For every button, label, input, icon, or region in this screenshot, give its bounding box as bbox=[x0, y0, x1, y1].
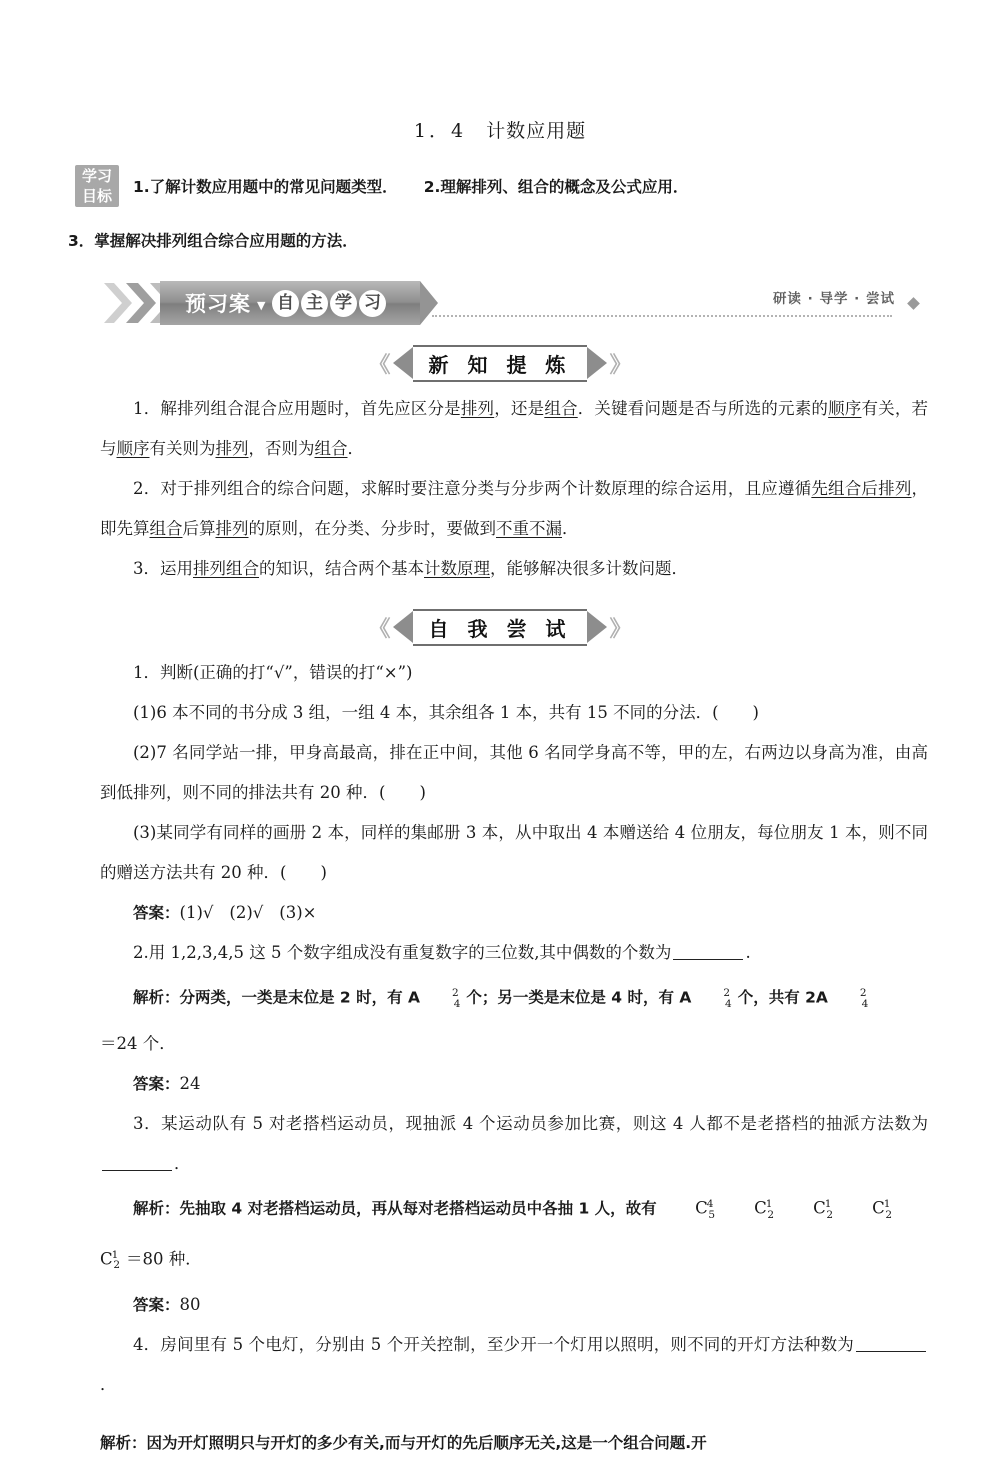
learning-goal-item-1: 1.了解计数应用题中的常见问题类型． bbox=[133, 178, 398, 196]
banner-dotted-rule bbox=[432, 315, 892, 317]
text-run-underline: 计数原理 bbox=[424, 559, 490, 578]
text-run: ． bbox=[100, 1375, 117, 1395]
text-run-underline: 排列 bbox=[460, 399, 495, 418]
knowledge-item-3 bbox=[100, 549, 928, 589]
text-run: 解排列组合混合应用题时，首先应区分是 bbox=[160, 399, 461, 418]
question-2-answer bbox=[100, 1064, 928, 1104]
text-run: ) bbox=[419, 783, 426, 802]
banner-pill-word bbox=[272, 290, 388, 317]
text-run: ． bbox=[562, 519, 579, 538]
text-run: ． bbox=[174, 1153, 191, 1173]
page-title bbox=[0, 116, 1000, 143]
question-3-stem bbox=[100, 1104, 928, 1184]
text-run-underline: 不重不漏 bbox=[496, 519, 562, 538]
text-run: 个；另一类是末位是 4 时，有 A bbox=[466, 988, 692, 1007]
text-run-underline: 组合 bbox=[149, 519, 183, 538]
banner-label-main: 预习案 bbox=[185, 292, 251, 316]
combination-notation: $C^1_2$ bbox=[872, 1197, 893, 1221]
arrow-left-icon bbox=[393, 611, 413, 643]
title-number: 1．4 bbox=[413, 120, 467, 142]
permutation-notation: $^2_4$ bbox=[859, 987, 869, 1010]
question-1-item-1 bbox=[100, 693, 928, 733]
text-run-underline: 排列 bbox=[215, 519, 249, 538]
permutation-notation: $^2_4$ bbox=[723, 987, 732, 1010]
text-run: 有关，若与 bbox=[100, 399, 929, 458]
text-run: ) bbox=[752, 703, 759, 722]
text-run-underline: 排列组合 bbox=[193, 559, 259, 578]
text-run-underline: 组合 bbox=[544, 399, 578, 418]
badge-line-1: 学习 bbox=[81, 167, 112, 185]
solution-label: 解析： bbox=[133, 988, 180, 1007]
question-1-item-2 bbox=[100, 733, 928, 813]
text-run: ，即先算 bbox=[100, 479, 929, 538]
text-run: 先抽取 4 对老搭档运动员，再从每对老搭档运动员中各抽 1 人，故有 bbox=[179, 1199, 663, 1218]
question-1-item-3 bbox=[100, 813, 928, 893]
banner-label bbox=[185, 281, 388, 325]
subsection-title: 自 我 尝 试 bbox=[413, 609, 588, 646]
subsection-header-self-test bbox=[0, 607, 1000, 647]
triangle-icon: ▼ bbox=[257, 298, 267, 312]
text-run: 有关则为 bbox=[149, 439, 216, 458]
text-run: (2)7 名同学站一排，甲身高最高，排在正中间，其他 6 名同学身高不等，甲的左，右两边以身高为准，由高到低排列，则不同的排法共有 20 种．( bbox=[100, 743, 928, 802]
solution-label: 解析： bbox=[100, 1434, 147, 1453]
new-knowledge-body bbox=[100, 389, 928, 589]
chevron-right-icon: 》 bbox=[609, 615, 632, 642]
banner-pill: 自 bbox=[272, 290, 299, 317]
answer-blank bbox=[102, 1170, 172, 1171]
permutation-notation: $^2_4$ bbox=[452, 987, 461, 1010]
chevron-left-icon: 《 bbox=[368, 351, 391, 378]
arrow-right-icon bbox=[587, 611, 607, 643]
answer-value: (1)√ bbox=[179, 903, 214, 922]
text-run: 因为开灯照明只与开灯的多少有关,而与开灯的先后顺序无关,这是一个组合问题.开 bbox=[146, 1434, 707, 1453]
answer-label: 答案： bbox=[133, 904, 180, 922]
question-4-solution bbox=[100, 1423, 928, 1463]
banner-pill: 学 bbox=[330, 290, 357, 317]
item-lead: 3． bbox=[133, 559, 160, 578]
question-1-stem: 1．判断(正确的打“√”，错误的打“×”) bbox=[133, 663, 413, 682]
answer-label: 答案： bbox=[133, 1074, 180, 1093]
title-text: 计数应用题 bbox=[486, 120, 587, 142]
text-run: ＝80 种． bbox=[126, 1249, 202, 1269]
arrow-right-icon bbox=[587, 347, 607, 379]
question-2-stem bbox=[100, 933, 928, 973]
subsection-title: 新 知 提 炼 bbox=[413, 345, 588, 382]
chevron-left-icon: 《 bbox=[368, 615, 391, 642]
text-run-underline: 顺序 bbox=[828, 399, 862, 418]
knowledge-item-2 bbox=[100, 469, 928, 549]
combination-notation: $C^1_2$ bbox=[754, 1197, 775, 1221]
section-banner bbox=[0, 281, 1000, 325]
text-run: 运用 bbox=[160, 559, 193, 578]
badge-line-2: 目标 bbox=[81, 187, 112, 205]
item-lead: 1． bbox=[133, 399, 161, 418]
learning-goal-item-2: 2.理解排列、组合的概念及公式应用． bbox=[423, 178, 689, 196]
combination-notation: $C^1_2$ bbox=[813, 1197, 834, 1221]
learning-goal-row bbox=[75, 165, 935, 207]
text-run: 3．某运动队有 5 对老搭档运动员，现抽派 4 个运动员参加比赛，则这 4 人都不是老搭档的抽派方法数为 bbox=[133, 1113, 928, 1133]
text-run: (1)6 本不同的书分成 3 组，一组 4 本，其余组各 1 本，共有 15 不同的分法．( bbox=[133, 703, 719, 722]
answer-value: 80 bbox=[179, 1295, 201, 1315]
question-2-solution bbox=[100, 973, 928, 1024]
text-run-underline: 先组合后排列 bbox=[811, 479, 912, 498]
text-run: 后算 bbox=[182, 519, 216, 538]
text-run: . bbox=[745, 943, 751, 962]
text-run: ． bbox=[347, 439, 364, 458]
question-4-stem bbox=[100, 1325, 928, 1405]
combination-notation: $C^1_2$ bbox=[100, 1248, 120, 1272]
banner-pill: 主 bbox=[301, 290, 328, 317]
text-run: ，还是 bbox=[494, 399, 545, 418]
banner-pill: 习 bbox=[359, 290, 386, 317]
text-run: 2.用 1,2,3,4,5 这 5 个数字组成没有重复数字的三位数,其中偶数的个数为 bbox=[133, 943, 672, 962]
text-run-underline: 组合 bbox=[314, 439, 348, 458]
question-2-solution-cont: ＝24 个． bbox=[100, 1033, 176, 1053]
answer-blank bbox=[673, 959, 743, 960]
text-run: 的知识，结合两个基本 bbox=[259, 559, 424, 578]
text-run: ，否则为 bbox=[248, 439, 315, 458]
learning-goal-badge bbox=[75, 165, 119, 207]
text-run: 4．房间里有 5 个电灯，分别由 5 个开关控制，至少开一个灯用以照明，则不同的开灯方法种数为 bbox=[133, 1335, 854, 1355]
answer-blank bbox=[856, 1351, 926, 1352]
text-run: 分两类，一类是末位是 2 时，有 A bbox=[179, 988, 420, 1007]
question-1-answer bbox=[100, 893, 928, 933]
chevron-right-icon: 》 bbox=[609, 351, 632, 378]
answer-value: 24 bbox=[179, 1073, 201, 1093]
question-3-solution bbox=[100, 1184, 928, 1235]
question-3-answer bbox=[100, 1285, 928, 1325]
text-run: 对于排列组合的综合问题，求解时要注意分类与分步两个计数原理的综合运用，且应遵循 bbox=[160, 479, 812, 498]
item-lead: 2． bbox=[133, 479, 161, 498]
diamond-icon bbox=[907, 297, 920, 310]
answer-label: 答案： bbox=[133, 1296, 180, 1315]
text-run: (3)某同学有同样的画册 2 本，同样的集邮册 3 本，从中取出 4 本赠送给 4 位朋友，每位朋友 1 本，则不同的赠送方法共有 20 种．( bbox=[100, 823, 928, 882]
text-run-underline: 顺序 bbox=[116, 439, 150, 458]
answer-value: (2)√ bbox=[229, 903, 264, 922]
answer-value: (3)× bbox=[279, 903, 317, 922]
text-run: ) bbox=[320, 863, 327, 882]
text-run: 个，共有 2A bbox=[737, 988, 828, 1007]
banner-right-text: 研读 · 导学 · 尝试 bbox=[772, 291, 895, 307]
solution-label: 解析： bbox=[133, 1199, 180, 1218]
learning-goal-item-3: 3．掌握解决排列组合综合应用题的方法． bbox=[68, 232, 358, 250]
text-run-underline: 排列 bbox=[215, 439, 249, 458]
knowledge-item-1 bbox=[100, 389, 928, 469]
text-run: ，能够解决很多计数问题． bbox=[490, 559, 688, 578]
text-run: ．关键看问题是否与所选的元素的 bbox=[577, 399, 829, 418]
subsection-header-new-knowledge bbox=[0, 343, 1000, 383]
text-run: 的原则，在分类、分步时，要做到 bbox=[248, 519, 496, 538]
arrow-left-icon bbox=[393, 347, 413, 379]
self-test-body bbox=[100, 653, 928, 1463]
question-3-solution-cont bbox=[100, 1235, 928, 1286]
combination-notation: $C^4_5$ bbox=[695, 1197, 716, 1221]
learning-goal-text bbox=[133, 175, 688, 197]
